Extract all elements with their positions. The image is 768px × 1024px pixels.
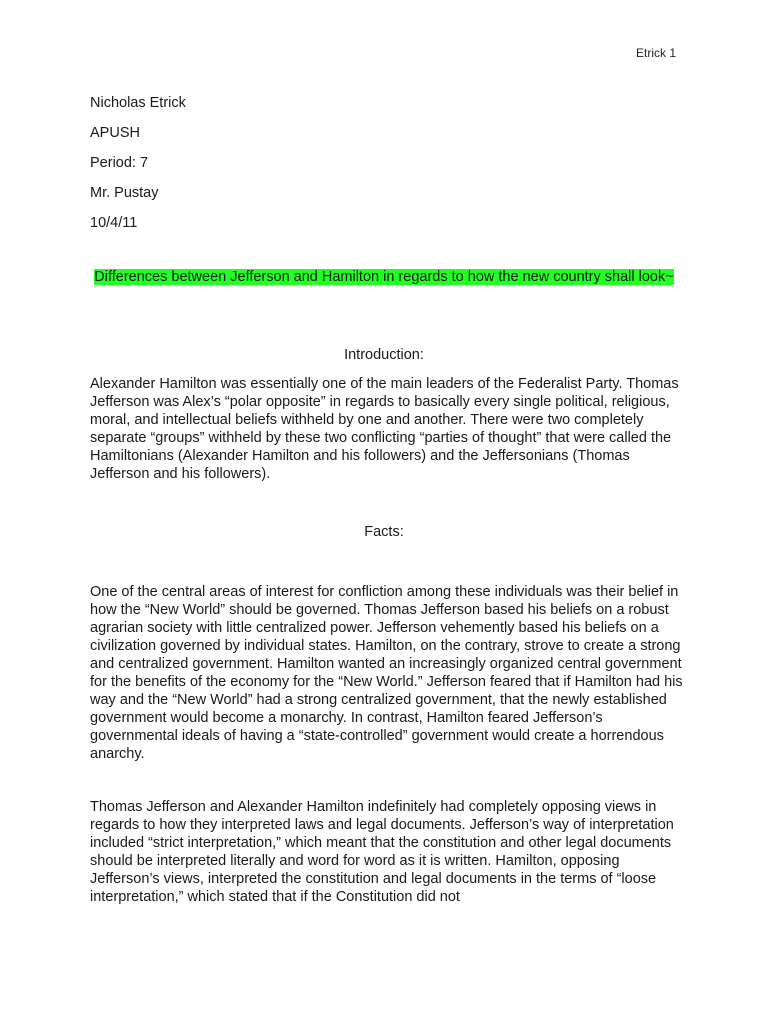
facts-heading: Facts: — [364, 524, 404, 540]
introduction-heading: Introduction: — [344, 347, 424, 363]
facts-paragraph-2: Thomas Jefferson and Alexander Hamilton indefinitely had completely opposing views in regards to how they interpreted laws and legal documents. Jefferson’s way of interpretation included “strict interpretation,” which meant that the constitution and other legal documents should be interpreted literally and word for word as it is written. Hamilton, opposing Jefferson’s views, interpreted the constitution and legal documents in the terms of “loose interpretation,” which stated that if the Constitution did not — [90, 799, 674, 905]
student-name: Nicholas Etrick — [90, 95, 186, 111]
introduction-paragraph: Alexander Hamilton was essentially one of the main leaders of the Federalist Party. Thomas Jefferson was Alex’s “polar opposite” in regards to basically every single political, religious, moral, and intellectual beliefs withheld by one and another. There were two completely separate “groups” withheld by these two conflicting “parties of thought” that were called the Hamiltonians (Alexander Hamilton and his followers) and the Jeffersonians (Thomas Jefferson and his followers). — [90, 376, 679, 482]
essay-title — [90, 268, 678, 286]
facts-paragraph-1: One of the central areas of interest for confliction among these individuals was their belief in how the “New World” should be governed. Thomas Jefferson based his beliefs on a robust agrarian society with little centralized power. Jefferson vehemently based his beliefs on a civilization governed by individual states. Hamilton, on the contrary, strove to create a strong and centralized government. Hamilton wanted an increasingly organized central government for the benefits of the economy for the “New World.” Jefferson feared that if Hamilton had his way and the “New World” had a strong centralized government, that the newly established government would become a monarchy. In contrast, Hamilton feared Jefferson’s governmental ideals of having a “state-controlled” government would create a horrendous anarchy. — [90, 584, 683, 762]
document-date: 10/4/11 — [90, 215, 138, 231]
essay-title-text: Differences between Jefferson and Hamilton in regards to how the new country shall look~ — [94, 269, 674, 285]
student-heading — [90, 88, 186, 238]
running-header: Etrick 1 — [635, 46, 676, 60]
teacher-name: Mr. Pustay — [90, 185, 159, 201]
course-name: APUSH — [90, 125, 140, 141]
class-period: Period: 7 — [90, 155, 149, 171]
